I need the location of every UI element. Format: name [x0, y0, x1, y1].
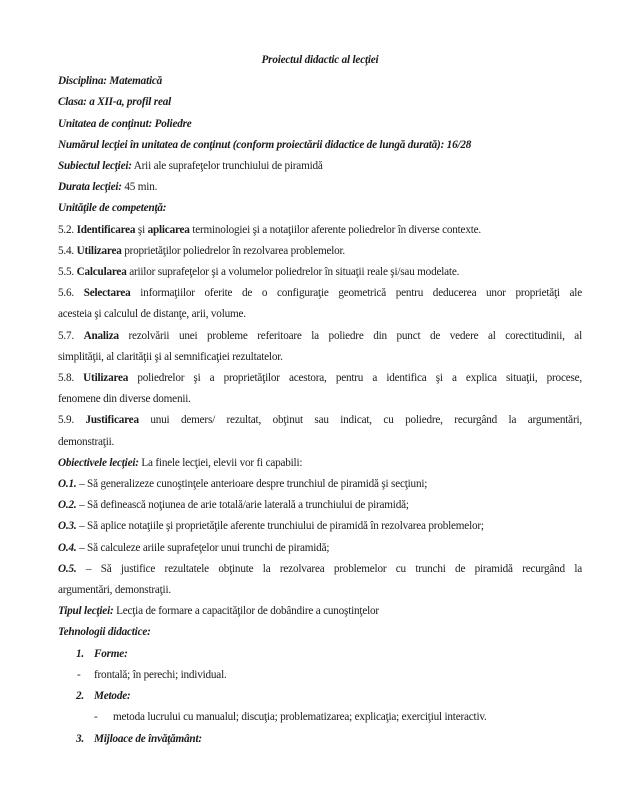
doc-line: [58, 495, 582, 516]
text-run: 5.5.: [58, 266, 77, 279]
text-run: ariilor suprafeţelor şi a volumelor poliedrelor în situaţii reale şi/sau modelate.: [126, 266, 460, 279]
doc-line: [58, 538, 582, 559]
text-run: frontală; în perechi; individual.: [94, 668, 227, 681]
text-run: Calcularea: [76, 266, 127, 279]
text-run: Tehnologii didactice:: [58, 626, 151, 639]
doc-line: [58, 665, 582, 686]
text-run: Forme:: [94, 647, 128, 660]
text-run: O.3.: [58, 520, 77, 533]
text-run: Clasa: a XII-a, profil real: [58, 96, 172, 109]
text-run: – Să generalizeze cunoştinţele anterioare despre trunchiul de piramidă şi secţiuni;: [76, 478, 428, 491]
text-run: argumentări, demonstraţii.: [58, 584, 171, 597]
doc-line: [58, 644, 582, 665]
text-run: Identificarea: [76, 223, 136, 236]
doc-line: [58, 368, 582, 389]
doc-line: [58, 729, 582, 750]
text-run: – Să justifice rezultatele obţinute la rezolvarea problemelor cu trunchi de piramidă recurgând la: [76, 562, 582, 575]
text-run: Subiectul lecţiei:: [58, 160, 132, 173]
text-run: Disciplina: Matematică: [58, 75, 163, 88]
text-run: Metode:: [94, 690, 131, 703]
text-run: 5.6.: [58, 287, 84, 300]
text-run: demonstraţii.: [58, 435, 115, 448]
text-run: Lecţia de formare a capacităţilor de dobândire a cunoştinţelor: [113, 605, 379, 618]
doc-line: [58, 686, 582, 707]
doc-line: [58, 474, 582, 495]
text-run: informaţiilor oferite de o configuraţie geometrică pentru deducerea unor proprietăţi ale: [130, 287, 582, 300]
doc-line: [58, 601, 582, 622]
doc-line: [58, 516, 582, 537]
doc-line: [58, 114, 582, 135]
doc-line: [58, 707, 582, 728]
text-run: Analiza: [83, 329, 119, 342]
text-run: unui demers/ rezultat, obţinut sau indicat, cu poliedre, recurgând la argumentări,: [138, 414, 582, 427]
text-run: rezolvării unei probleme referitoare la poliedre din punct de vedere al corectitudinii, al: [118, 329, 582, 342]
text-run: – Să calculeze ariile suprafeţelor unui trunchi de piramidă;: [76, 541, 330, 554]
doc-line: [58, 198, 582, 219]
doc-line: [58, 389, 582, 410]
doc-line: [58, 622, 582, 643]
text-run: aplicarea: [147, 223, 190, 236]
text-run: şi: [135, 223, 148, 236]
doc-line: [58, 262, 582, 283]
text-run: Mijloace de învăţământ:: [94, 732, 202, 745]
text-run: 5.8.: [58, 372, 84, 385]
text-run: 5.9.: [58, 414, 86, 427]
doc-line: [58, 135, 582, 156]
text-run: Arii ale suprafeţelor trunchiului de piramidă: [131, 160, 323, 173]
doc-line: [58, 220, 582, 241]
document-body: [58, 50, 582, 750]
list-number: 3.: [76, 732, 84, 745]
text-run: Selectarea: [83, 287, 131, 300]
doc-line: [58, 410, 582, 431]
text-run: O.4.: [58, 541, 77, 554]
dash-bullet: -: [77, 668, 81, 681]
doc-line: [58, 283, 582, 304]
text-run: Obiectivele lecţiei:: [58, 456, 139, 469]
document-title: [58, 50, 582, 71]
text-run: La finele lecţiei, elevii vor fi capabili:: [138, 456, 303, 469]
text-run: – Să definească noţiunea de arie totală/arie laterală a trunchiului de piramidă;: [76, 499, 409, 512]
document-page: [58, 50, 582, 750]
text-run: Unitatea de conţinut: Poliedre: [58, 117, 192, 130]
text-run: O.2.: [58, 499, 77, 512]
text-run: 5.4.: [58, 244, 77, 257]
doc-line: [58, 71, 582, 92]
text-run: proprietăţilor poliedrelor în rezolvarea problemelor.: [121, 244, 346, 257]
doc-line: [58, 177, 582, 198]
list-number: 2.: [76, 690, 84, 703]
text-run: metoda lucrului cu manualul; discuţia; problematizarea; explicaţia; exerciţiul interactiv.: [113, 711, 487, 724]
text-run: O.1.: [58, 478, 77, 491]
text-run: Proiectul didactic al lecţiei: [261, 54, 379, 66]
text-run: fenomene din diverse domenii.: [58, 393, 191, 406]
doc-line: [58, 241, 582, 262]
text-run: 45 min.: [121, 181, 158, 194]
doc-line: [58, 92, 582, 113]
doc-line: [58, 304, 582, 325]
text-run: 5.2.: [58, 223, 77, 236]
text-run: O.5.: [58, 562, 77, 575]
text-run: acesteia şi calculul de distanţe, arii, volume.: [58, 308, 246, 321]
text-run: Numărul lecţiei în unitatea de conţinut (conform proiectării didactice de lungă durată): 16/28: [58, 138, 472, 151]
text-run: simplităţii, al clarităţii şi al semnificaţiei rezultatelor.: [58, 350, 283, 363]
doc-line: [58, 453, 582, 474]
text-run: Durata lecţiei:: [58, 181, 122, 194]
doc-line: [58, 580, 582, 601]
text-run: Unităţile de competenţă:: [58, 202, 167, 215]
text-run: Utilizarea: [76, 244, 122, 257]
dash-bullet: -: [94, 711, 98, 724]
text-run: – Să aplice notaţiile şi proprietăţile aferente trunchiului de piramidă în rezolvarea problemelor;: [76, 520, 484, 533]
doc-line: [58, 559, 582, 580]
doc-line: [58, 326, 582, 347]
text-run: terminologiei şi a notaţiilor aferente poliedrelor în diverse contexte.: [189, 223, 481, 236]
doc-line: [58, 432, 582, 453]
list-number: 1.: [76, 647, 84, 660]
doc-line: [58, 156, 582, 177]
text-run: poliedrelor şi a proprietăţilor acestora, pentru a identifica şi a explica situaţii, procese,: [128, 372, 582, 385]
text-run: Tipul lecţiei:: [58, 605, 114, 618]
text-run: Justificarea: [85, 414, 139, 427]
text-run: 5.7.: [58, 329, 84, 342]
text-run: Utilizarea: [83, 372, 129, 385]
doc-line: [58, 347, 582, 368]
